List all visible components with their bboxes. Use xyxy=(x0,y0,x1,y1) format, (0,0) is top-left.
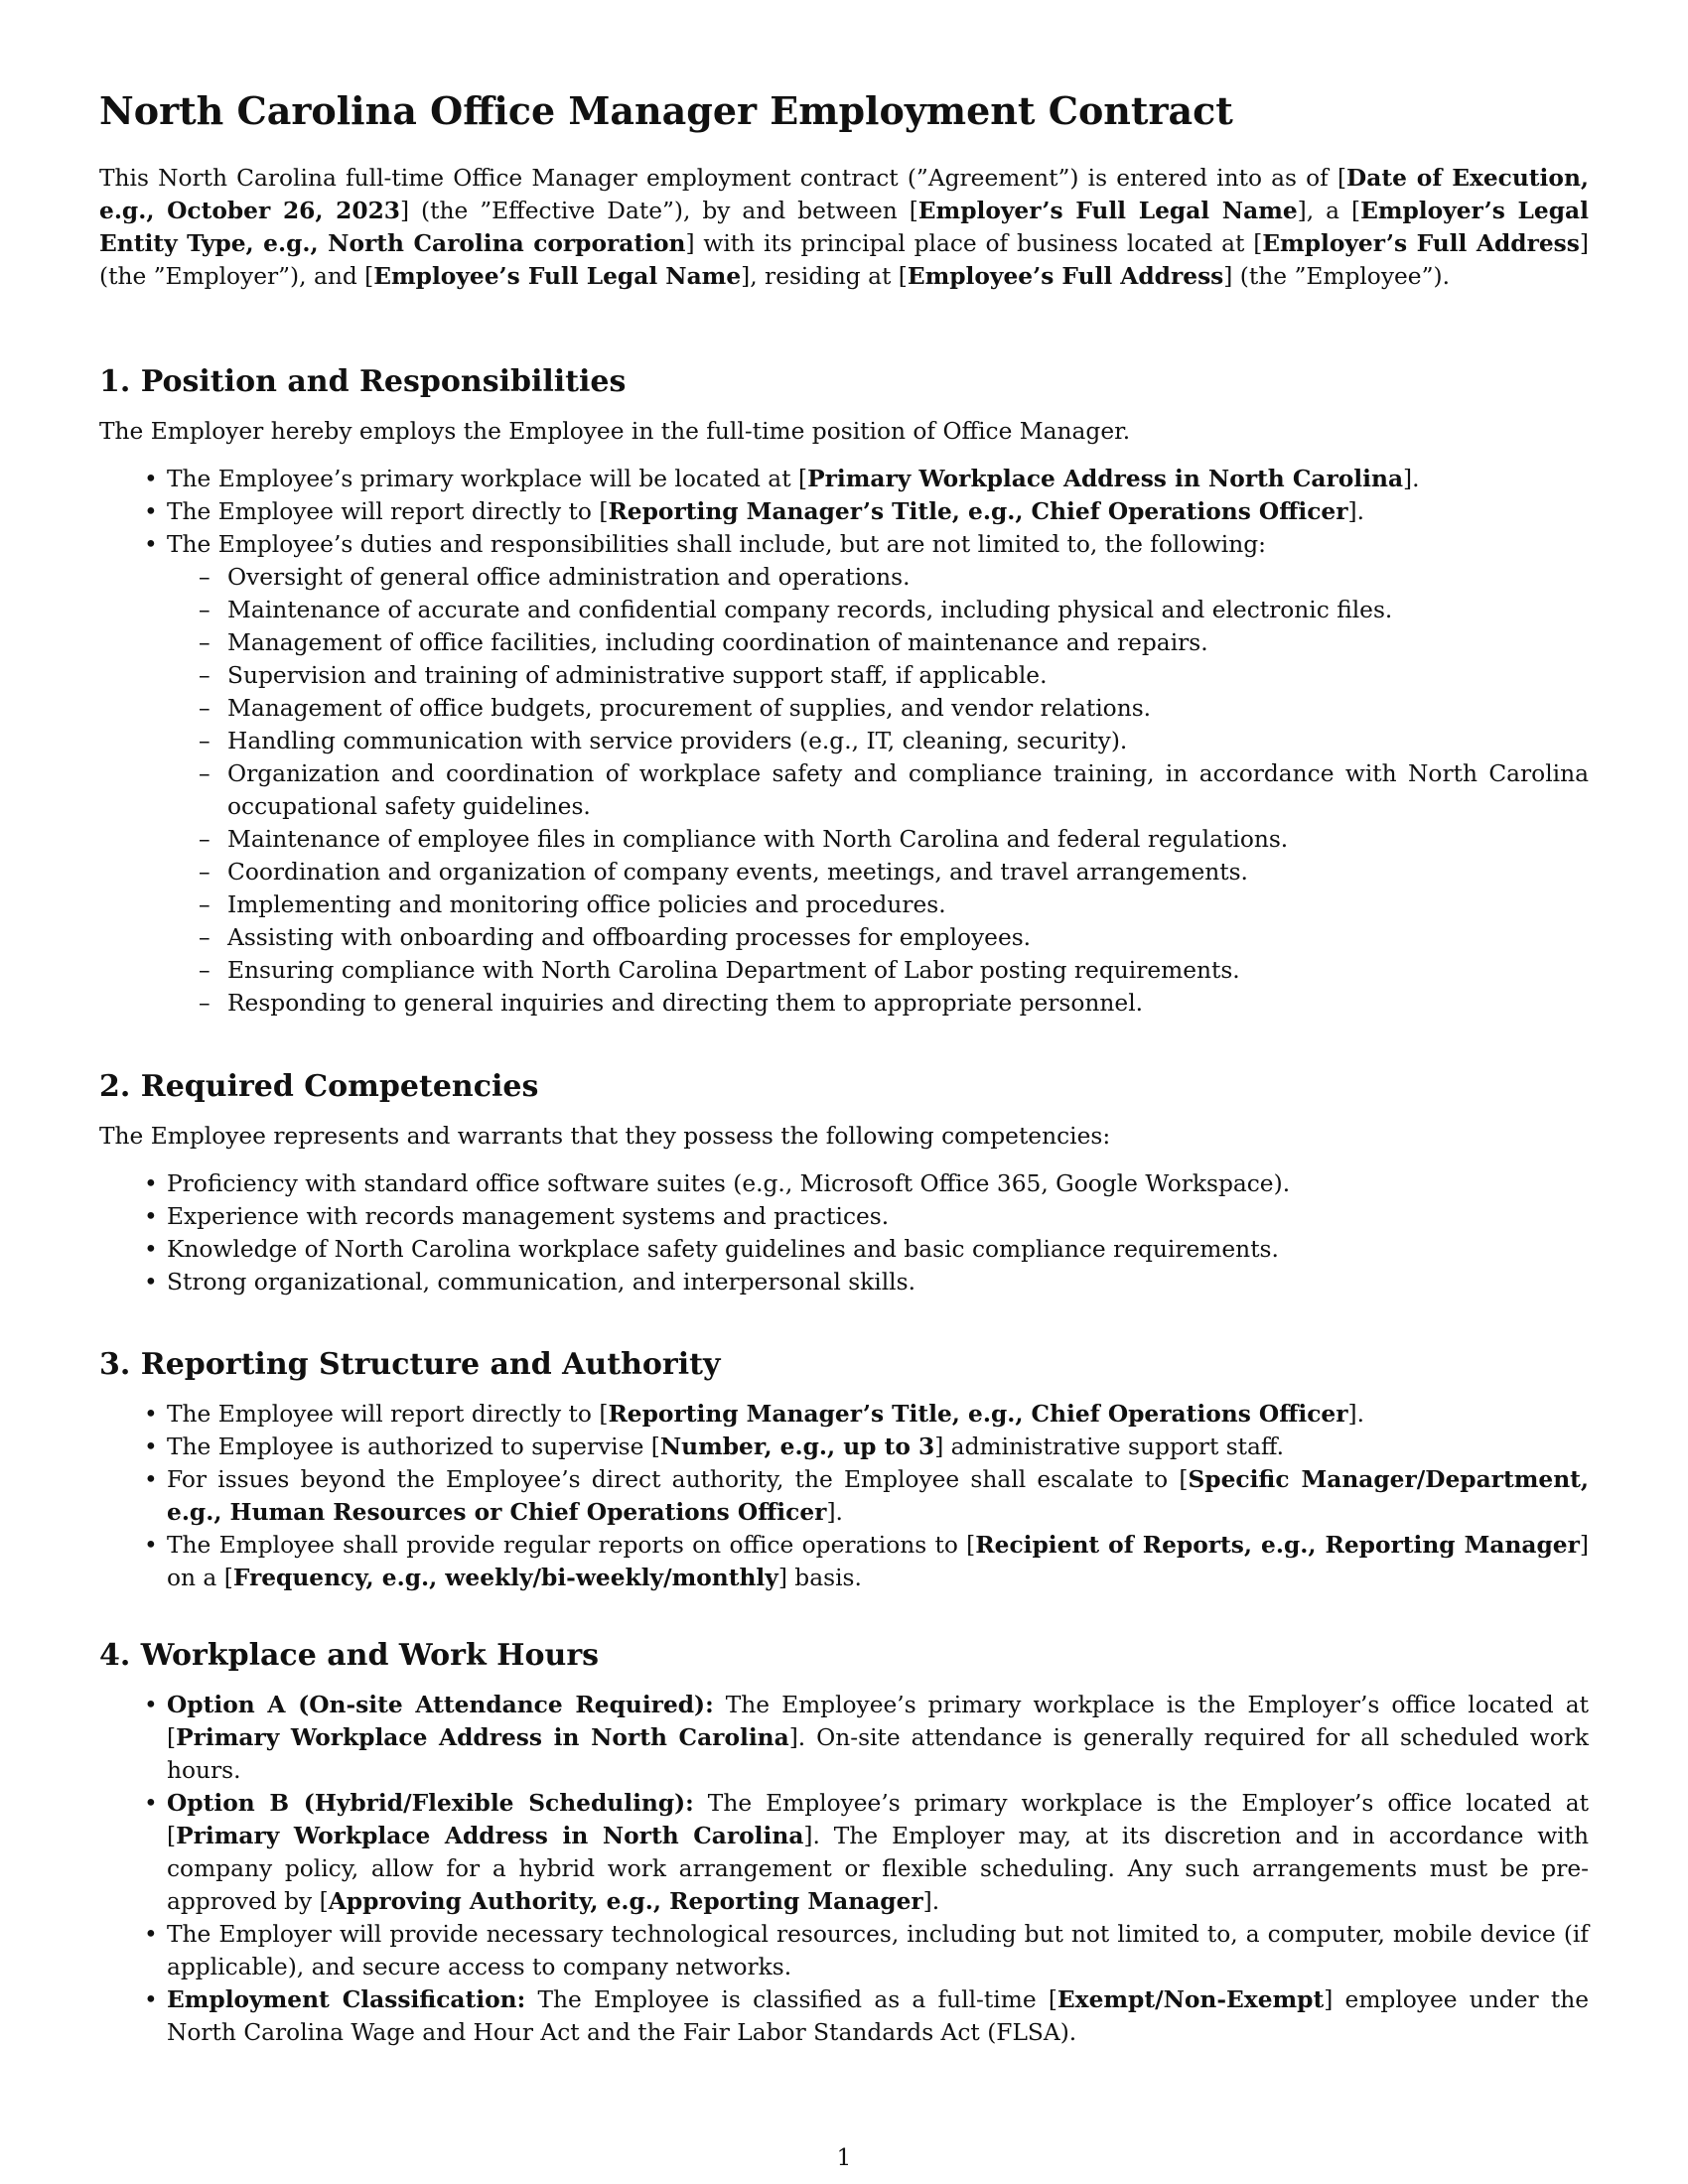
duty-item: – Oversight of general office administration and operations. xyxy=(167,561,1589,594)
text-run: The Employee is authorized to supervise [ xyxy=(167,1433,660,1460)
text-run: The Employee’s primary workplace is the Employer’s office located at [ xyxy=(167,1692,1589,1751)
text-run: ] on a [ xyxy=(167,1532,1589,1591)
list-item xyxy=(99,1529,1589,1594)
section-heading: 3. Reporting Structure and Authority xyxy=(99,1347,721,1382)
text-run: ]. The Employer may, at its discretion and in accordance with company policy, allow for a hybrid work arrangement or flexible scheduling. Any such arrangements must be pre-approved by [ xyxy=(167,1823,1589,1915)
text-run: The Employee is classified as a full-time [ xyxy=(525,1986,1057,2013)
text-run: The Employee will report directly to [ xyxy=(167,498,609,525)
placeholder-field: Number, e.g., up to 3 xyxy=(659,1433,935,1460)
text-run: ], residing at [ xyxy=(741,263,908,290)
placeholder-field: Employee’s Full Address xyxy=(907,263,1224,290)
duty-item: – Maintenance of accurate and confidential company records, including physical and electronic files. xyxy=(167,594,1589,626)
duty-item: – Management of office facilities, including coordination of maintenance and repairs. xyxy=(167,626,1589,659)
intro-paragraph xyxy=(99,162,1589,293)
text-run: The Employee’s duties and responsibilities shall include, but are not limited to, the following: xyxy=(167,531,1267,558)
duty-item: – Coordination and organization of company events, meetings, and travel arrangements. xyxy=(167,856,1589,888)
text-run: ]. xyxy=(826,1499,843,1526)
section-workplace xyxy=(99,1638,1589,2049)
list-item: • Knowledge of North Carolina workplace safety guidelines and basic compliance requirements. xyxy=(99,1233,1589,1266)
duty-item: – Handling communication with service providers (e.g., IT, cleaning, security). xyxy=(167,725,1589,757)
list-item xyxy=(99,1918,1589,1983)
duty-item: – Assisting with onboarding and offboarding processes for employees. xyxy=(167,921,1589,954)
list-item: • Experience with records management systems and practices. xyxy=(99,1200,1589,1233)
text-run: ]. On-site attendance is generally required for all scheduled work hours. xyxy=(167,1724,1589,1784)
workplace-bullets xyxy=(99,1689,1589,2049)
position-bullets xyxy=(99,463,1589,1020)
placeholder-field: Reporting Manager’s Title, e.g., Chief Operations Officer xyxy=(608,1401,1348,1428)
placeholder-field: Employer’s Legal Entity Type, e.g., North Carolina corporation xyxy=(99,198,1589,257)
duty-item: – Responding to general inquiries and directing them to appropriate personnel. xyxy=(167,987,1589,1020)
text-run: ] employee under the North Carolina Wage and Hour Act and the Fair Labor Standards Act (FLSA). xyxy=(167,1986,1589,2046)
text-run: The Employee’s primary workplace is the Employer’s office located at [ xyxy=(167,1790,1589,1849)
section-heading: 4. Workplace and Work Hours xyxy=(99,1638,600,1673)
placeholder-field: Employer’s Full Legal Name xyxy=(917,198,1298,224)
placeholder-field: Reporting Manager’s Title, e.g., Chief Operations Officer xyxy=(608,498,1348,525)
text-run: The Employer will provide necessary technological resources, including but not limited to, a computer, mobile device (if applicable), and secure access to company networks. xyxy=(167,1921,1589,1980)
placeholder-field: Option B (Hybrid/Flexible Scheduling): xyxy=(167,1790,694,1817)
text-run: ], a [ xyxy=(1297,198,1361,224)
section-reporting xyxy=(99,1347,1589,1594)
duty-item: – Organization and coordination of workplace safety and compliance training, in accordance with North Carolina occupational safety guidelines. xyxy=(167,757,1589,823)
duty-item: – Maintenance of employee files in compliance with North Carolina and federal regulations. xyxy=(167,823,1589,856)
list-item xyxy=(99,1463,1589,1529)
text-run: ] (the ”Employer”), and [ xyxy=(99,230,1589,290)
placeholder-field: Recipient of Reports, e.g., Reporting Manager xyxy=(975,1532,1580,1559)
placeholder-field: Exempt/Non-Exempt xyxy=(1056,1986,1325,2013)
section-paragraph: The Employee represents and warrants that they possess the following competencies: xyxy=(99,1123,1111,1150)
list-item: • Strong organizational, communication, and interpersonal skills. xyxy=(99,1266,1589,1298)
text-run: The Employee shall provide regular reports on office operations to [ xyxy=(167,1532,976,1559)
text-run: For issues beyond the Employee’s direct authority, the Employee shall escalate to [ xyxy=(167,1466,1189,1493)
text-run: The Employee’s primary workplace will be located at [ xyxy=(167,466,808,492)
competency-bullets xyxy=(99,1167,1589,1298)
duty-item: – Supervision and training of administrative support staff, if applicable. xyxy=(167,659,1589,692)
document-title: North Carolina Office Manager Employment Contract xyxy=(99,88,1233,133)
section-paragraph: The Employer hereby employs the Employee in the full-time position of Office Manager. xyxy=(99,418,1131,445)
section-competencies xyxy=(99,1069,1589,1298)
text-run: ]. xyxy=(1403,466,1420,492)
section-position xyxy=(99,364,1589,1020)
text-run: ] (the ”Employee”). xyxy=(1223,263,1450,290)
text-run: This North Carolina full-time Office Manager employment contract (”Agreement”) is entered into as of [ xyxy=(99,165,1347,192)
placeholder-field: Approving Authority, e.g., Reporting Manager xyxy=(328,1888,923,1915)
placeholder-field: Frequency, e.g., weekly/bi-weekly/monthly xyxy=(232,1565,778,1591)
placeholder-field: Primary Workplace Address in North Carolina xyxy=(807,466,1404,492)
list-item-text xyxy=(167,531,1266,558)
section-heading: 2. Required Competencies xyxy=(99,1069,539,1104)
placeholder-field: Specific Manager/Department, e.g., Human Resources or Chief Operations Officer xyxy=(167,1466,1590,1526)
placeholder-field: Employment Classification: xyxy=(167,1986,526,2013)
text-run: The Employee will report directly to [ xyxy=(167,1401,609,1428)
duties-list xyxy=(167,561,1589,1020)
list-item xyxy=(99,1983,1589,2049)
placeholder-field: Option A (On-site Attendance Required): xyxy=(167,1692,714,1718)
text-run: ] administrative support staff. xyxy=(934,1433,1285,1460)
list-item xyxy=(99,1398,1589,1431)
section-heading: 1. Position and Responsibilities xyxy=(99,364,627,399)
list-item xyxy=(99,1431,1589,1463)
placeholder-field: Employee’s Full Legal Name xyxy=(373,263,742,290)
duty-item: – Implementing and monitoring office policies and procedures. xyxy=(167,888,1589,921)
list-item xyxy=(99,1689,1589,1787)
page-number: 1 xyxy=(836,2145,852,2171)
intro-section xyxy=(99,162,1589,293)
list-item xyxy=(99,463,1589,495)
list-item: • Proficiency with standard office software suites (e.g., Microsoft Office 365, Google Workspace). xyxy=(99,1167,1589,1200)
placeholder-field: Primary Workplace Address in North Carolina xyxy=(176,1724,789,1751)
text-run: ]. xyxy=(1347,1401,1364,1428)
duty-item: – Management of office budgets, procurement of supplies, and vendor relations. xyxy=(167,692,1589,725)
text-run: ] (the ”Effective Date”), by and between [ xyxy=(399,198,918,224)
reporting-bullets xyxy=(99,1398,1589,1594)
list-item xyxy=(99,495,1589,528)
placeholder-field: Primary Workplace Address in North Carolina xyxy=(176,1823,804,1849)
placeholder-field: Employer’s Full Address xyxy=(1262,230,1580,257)
duty-item: – Ensuring compliance with North Carolina Department of Labor posting requirements. xyxy=(167,954,1589,987)
list-item xyxy=(99,1787,1589,1918)
text-run: ]. xyxy=(1347,498,1364,525)
text-run: ]. xyxy=(922,1888,940,1915)
text-run: ] with its principal place of business located at [ xyxy=(685,230,1263,257)
placeholder-field: Date of Execution, e.g., October 26, 2023 xyxy=(99,165,1589,224)
list-item xyxy=(99,528,1589,1020)
text-run: ] basis. xyxy=(777,1565,862,1591)
